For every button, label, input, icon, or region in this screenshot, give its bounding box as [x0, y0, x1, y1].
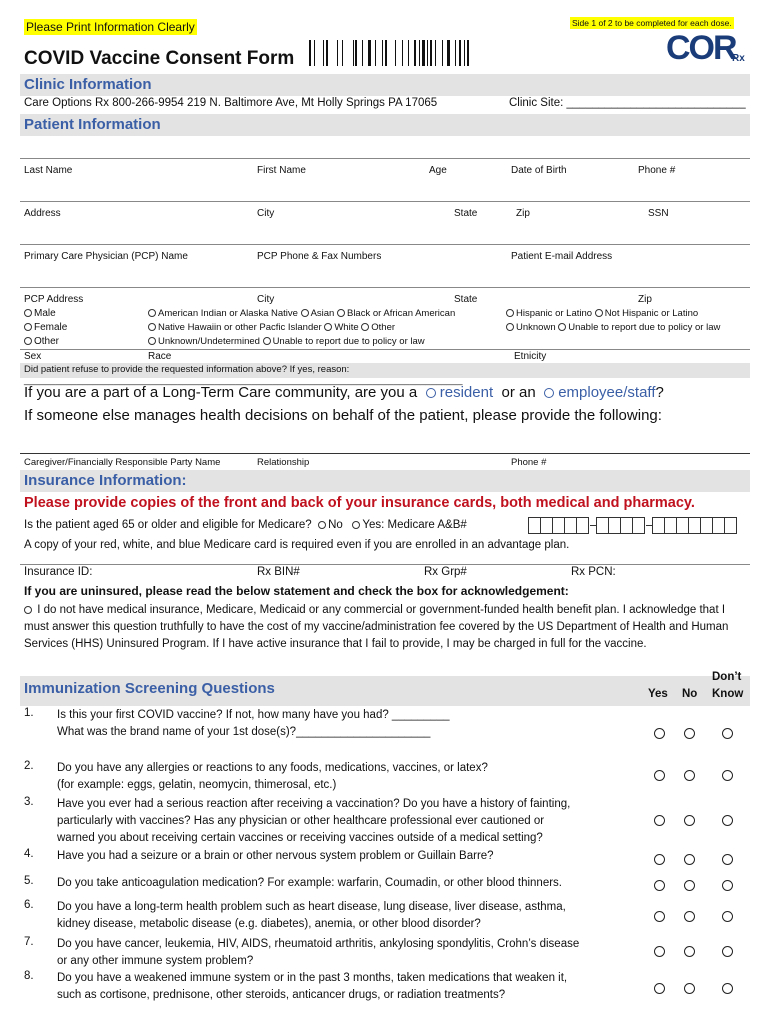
ssn-field[interactable]: SSN: [648, 208, 669, 219]
radio-icon: [24, 323, 32, 331]
answer-no-radio[interactable]: [684, 880, 695, 891]
answer-dontknow-radio[interactable]: [722, 946, 733, 957]
question-number: 3.: [24, 796, 34, 808]
col-dontknow-header-1: Don’t: [712, 671, 742, 683]
question-text: [57, 707, 637, 741]
answer-yes-radio[interactable]: [654, 880, 665, 891]
race-option-asian[interactable]: Asian: [301, 308, 335, 319]
pcp-name-field[interactable]: Primary Care Physician (PCP) Name: [24, 251, 188, 262]
answer-dontknow-radio[interactable]: [722, 728, 733, 739]
insurance-notice: Please provide copies of the front and back of your insurance cards, both medical and pharmacy.: [24, 495, 695, 511]
question-line: Do you have cancer, leukemia, HIV, AIDS, rheumatoid arthritis, ankylosing spondylitis, Crohn’s disease: [57, 938, 580, 950]
race-option-black[interactable]: Black or African American: [337, 308, 455, 319]
clinic-info-band: [20, 74, 750, 96]
race-option-unknown[interactable]: Unknown/Undetermined: [148, 336, 260, 347]
question-number: 6.: [24, 899, 34, 911]
answer-no-radio[interactable]: [684, 770, 695, 781]
medicare-number-boxes-1[interactable]: [529, 517, 589, 534]
radio-icon: [426, 388, 436, 398]
ltc-staff-option[interactable]: employee/staff: [544, 384, 655, 401]
city-field[interactable]: City: [257, 208, 275, 219]
race-option-pacific-islander[interactable]: Native Hawaiin or other Pacfic Islander: [148, 322, 322, 333]
question-text: [57, 899, 637, 933]
question-line: Have you had a seizure or a brain or other nervous system problem or Guillain Barre?: [57, 850, 494, 862]
patient-info-heading: Patient Information: [24, 116, 161, 133]
radio-icon: [263, 337, 271, 345]
screening-band: [20, 671, 750, 706]
race-options-row2: [148, 322, 395, 333]
question-line: What was the brand name of your 1st dose(s)?_____________________: [57, 726, 431, 738]
logo-text: COR: [666, 29, 736, 67]
question-line: such as cortisone, prednisone, other steroids, anticancer drugs, or radiation treatments?: [57, 989, 506, 1001]
clinic-info-heading: Clinic Information: [24, 76, 152, 93]
ethnicity-option-unable[interactable]: Unable to report due to policy or law: [558, 322, 720, 333]
pcp-address-field[interactable]: PCP Address: [24, 294, 84, 305]
ltc-question: If you are a part of a Long-Term Care community, are you a resident or an employee/staff?: [24, 384, 664, 401]
question-line: Have you ever had a serious reaction after receiving a vaccination? Do you have a history of fainting,: [57, 798, 571, 810]
medicare-question: Is the patient aged 65 or older and eligible for Medicare? No Yes: Medicare A&B#: [24, 519, 467, 531]
question-number: 5.: [24, 875, 34, 887]
radio-icon: [301, 309, 309, 317]
pcp-zip-field[interactable]: Zip: [638, 294, 652, 305]
rx-grp-field[interactable]: Rx Grp#: [424, 566, 467, 578]
answer-no-radio[interactable]: [684, 728, 695, 739]
medicare-yes-option[interactable]: Yes: Medicare A&B#: [352, 519, 466, 531]
refuse-band: [20, 363, 750, 386]
rx-pcn-field[interactable]: Rx PCN:: [571, 566, 616, 578]
answer-yes-radio[interactable]: [654, 854, 665, 865]
question-line: particularly with vaccines? Has any physician or other healthcare professional ever cautioned or: [57, 815, 545, 827]
question-line: Do you have any allergies or reactions to any foods, medications, vaccines, or latex?: [57, 762, 488, 774]
question-line: (for example: eggs, gelatin, neomycin, thimerosal, etc.): [57, 779, 337, 791]
ethnicity-options-row2: [506, 322, 720, 333]
race-option-american-indian[interactable]: American Indian or Alaska Native: [148, 308, 298, 319]
dob-field[interactable]: Date of Birth: [511, 165, 567, 176]
sex-option-female[interactable]: Female: [24, 322, 67, 333]
question-number: 7.: [24, 936, 34, 948]
radio-icon: [506, 309, 514, 317]
state-field[interactable]: State: [454, 208, 478, 219]
email-field[interactable]: Patient E-mail Address: [511, 251, 613, 262]
zip-field[interactable]: Zip: [516, 208, 530, 219]
question-line: Do you have a long-term health problem such as heart disease, lung disease, liver disease, asthma,: [57, 901, 566, 913]
answer-no-radio[interactable]: [684, 911, 695, 922]
race-options-row1: [148, 308, 455, 319]
race-option-unable[interactable]: Unable to report due to policy or law: [263, 336, 425, 347]
answer-no-radio[interactable]: [684, 983, 695, 994]
pcp-city-field[interactable]: City: [257, 294, 275, 305]
race-label: Race: [148, 351, 172, 362]
question-line: Is this your first COVID vaccine? If not, how many have you had? _________: [57, 709, 450, 721]
question-text: [57, 796, 637, 847]
radio-icon: [24, 337, 32, 345]
answer-yes-radio[interactable]: [654, 911, 665, 922]
answer-dontknow-radio[interactable]: [722, 854, 733, 865]
clinic-site-field[interactable]: Clinic Site: ____________________________: [509, 97, 746, 109]
answer-yes-radio[interactable]: [654, 770, 665, 781]
form-title: COVID Vaccine Consent Form: [24, 48, 295, 69]
answer-dontknow-radio[interactable]: [722, 911, 733, 922]
question-text: [57, 936, 637, 970]
question-text: [57, 760, 637, 794]
col-yes-header: Yes: [648, 688, 668, 700]
last-name-field[interactable]: Last Name: [24, 165, 73, 176]
radio-icon: [148, 337, 156, 345]
clinic-address: Care Options Rx 800-266-9954 219 N. Baltimore Ave, Mt Holly Springs PA 17065: [24, 97, 438, 109]
question-line: Do you take anticoagulation medication? For example: warfarin, Coumadin, or other blood thinners.: [57, 877, 563, 889]
caregiver-instruction: If someone else manages health decisions on behalf of the patient, please provide the following:: [24, 407, 662, 424]
answer-yes-radio[interactable]: [654, 815, 665, 826]
patient-info-band: [20, 114, 750, 136]
race-option-other[interactable]: Other: [361, 322, 395, 333]
ethnicity-option-hispanic[interactable]: Hispanic or Latino: [506, 308, 592, 319]
radio-icon: [324, 323, 332, 331]
ethnicity-label: Etnicity: [514, 351, 547, 362]
race-options-row3: [148, 336, 425, 347]
question-line: Do you have a weakened immune system or in the past 3 months, taken medications that weaken it,: [57, 972, 568, 984]
refuse-reason-field[interactable]: Did patient refuse to provide the requested information above? If yes, reason: ___________________________________________________________________________________: [24, 364, 463, 386]
medicare-number-boxes-2[interactable]: [597, 517, 645, 534]
pcp-phone-field[interactable]: PCP Phone & Fax Numbers: [257, 251, 382, 262]
radio-icon: [148, 323, 156, 331]
radio-icon: [558, 323, 566, 331]
answer-yes-radio[interactable]: [654, 983, 665, 994]
cor-rx-logo: [666, 29, 748, 69]
race-option-white[interactable]: White: [324, 322, 358, 333]
sex-option-male[interactable]: Male: [24, 308, 56, 319]
question-line: warned you about receiving certain vaccines or receiving vaccines outside of a medical setting?: [57, 832, 543, 844]
sex-label: Sex: [24, 351, 42, 362]
radio-icon: [544, 388, 554, 398]
question-line: or any other immune system problem?: [57, 955, 254, 967]
answer-yes-radio[interactable]: [654, 946, 665, 957]
logo-sub: Rx: [732, 53, 745, 64]
radio-icon: [361, 323, 369, 331]
age-field[interactable]: Age: [429, 165, 447, 176]
answer-no-radio[interactable]: [684, 815, 695, 826]
answer-dontknow-radio[interactable]: [722, 983, 733, 994]
question-number: 8.: [24, 970, 34, 982]
question-number: 2.: [24, 760, 34, 772]
ethnicity-option-unknown[interactable]: Unknown: [506, 322, 556, 333]
insurance-band: [20, 470, 750, 492]
radio-icon: [24, 309, 32, 317]
side-note: Side 1 of 2 to be completed for each dose.: [572, 18, 732, 28]
address-field[interactable]: Address: [24, 208, 61, 219]
radio-icon: [352, 521, 360, 529]
question-number: 4.: [24, 848, 34, 860]
answer-no-radio[interactable]: [684, 946, 695, 957]
ethnicity-option-not-hispanic[interactable]: Not Hispanic or Latino: [595, 308, 698, 319]
caregiver-name-field[interactable]: Caregiver/Financially Responsible Party Name: [24, 457, 221, 468]
medicare-card-note: A copy of your red, white, and blue Medicare card is required even if you are enrolled in an advantage plan.: [24, 539, 570, 551]
uninsured-heading: If you are uninsured, please read the below statement and check the box for acknowledgement:: [24, 584, 569, 598]
medicare-number-boxes-3[interactable]: [653, 517, 737, 534]
checkbox-icon: [24, 606, 32, 614]
question-text: [57, 970, 637, 1004]
col-no-header: No: [682, 688, 698, 700]
insurance-id-field[interactable]: Insurance ID:: [24, 566, 93, 578]
relationship-field[interactable]: Relationship: [257, 457, 310, 468]
ethnicity-options-row1: [506, 308, 698, 319]
sex-option-other[interactable]: Other: [24, 336, 59, 347]
radio-icon: [318, 521, 326, 529]
print-information-note: Please Print Information Clearly: [26, 20, 195, 34]
answer-dontknow-radio[interactable]: [722, 815, 733, 826]
phone-field[interactable]: Phone #: [638, 165, 676, 176]
radio-icon: [595, 309, 603, 317]
radio-icon: [506, 323, 514, 331]
caregiver-phone-field[interactable]: Phone #: [511, 457, 547, 468]
radio-icon: [337, 309, 345, 317]
col-dontknow-header-2: Know: [712, 688, 744, 700]
insurance-heading: Insurance Information:: [24, 472, 187, 489]
question-text: [57, 875, 637, 892]
answer-dontknow-radio[interactable]: [722, 770, 733, 781]
answer-dontknow-radio[interactable]: [722, 880, 733, 891]
question-number: 1.: [24, 707, 34, 719]
uninsured-acknowledgement[interactable]: I do not have medical insurance, Medicare, Medicaid or any commercial or government-funded health benefit plan. I acknowledge that I must answer this question truthfully to have the cost of my vaccine/administration fee covered by the US Department of Health and Human Services (HHS) Uninsured Program. If I have active insurance that I fail to provide, I may be charged in full for the vaccine.: [24, 604, 729, 650]
question-line: kidney disease, metabolic disease (e.g. diabetes), anemia, or other blood disorder?: [57, 918, 481, 930]
screening-heading: Immunization Screening Questions: [24, 680, 275, 697]
rx-bin-field[interactable]: Rx BIN#: [257, 566, 300, 578]
first-name-field[interactable]: First Name: [257, 165, 306, 176]
answer-no-radio[interactable]: [684, 854, 695, 865]
answer-yes-radio[interactable]: [654, 728, 665, 739]
barcode-image: [309, 40, 469, 66]
ltc-resident-option[interactable]: resident: [426, 384, 494, 401]
radio-icon: [148, 309, 156, 317]
pcp-state-field[interactable]: State: [454, 294, 478, 305]
medicare-no-option[interactable]: No: [318, 519, 343, 531]
question-text: [57, 848, 637, 865]
